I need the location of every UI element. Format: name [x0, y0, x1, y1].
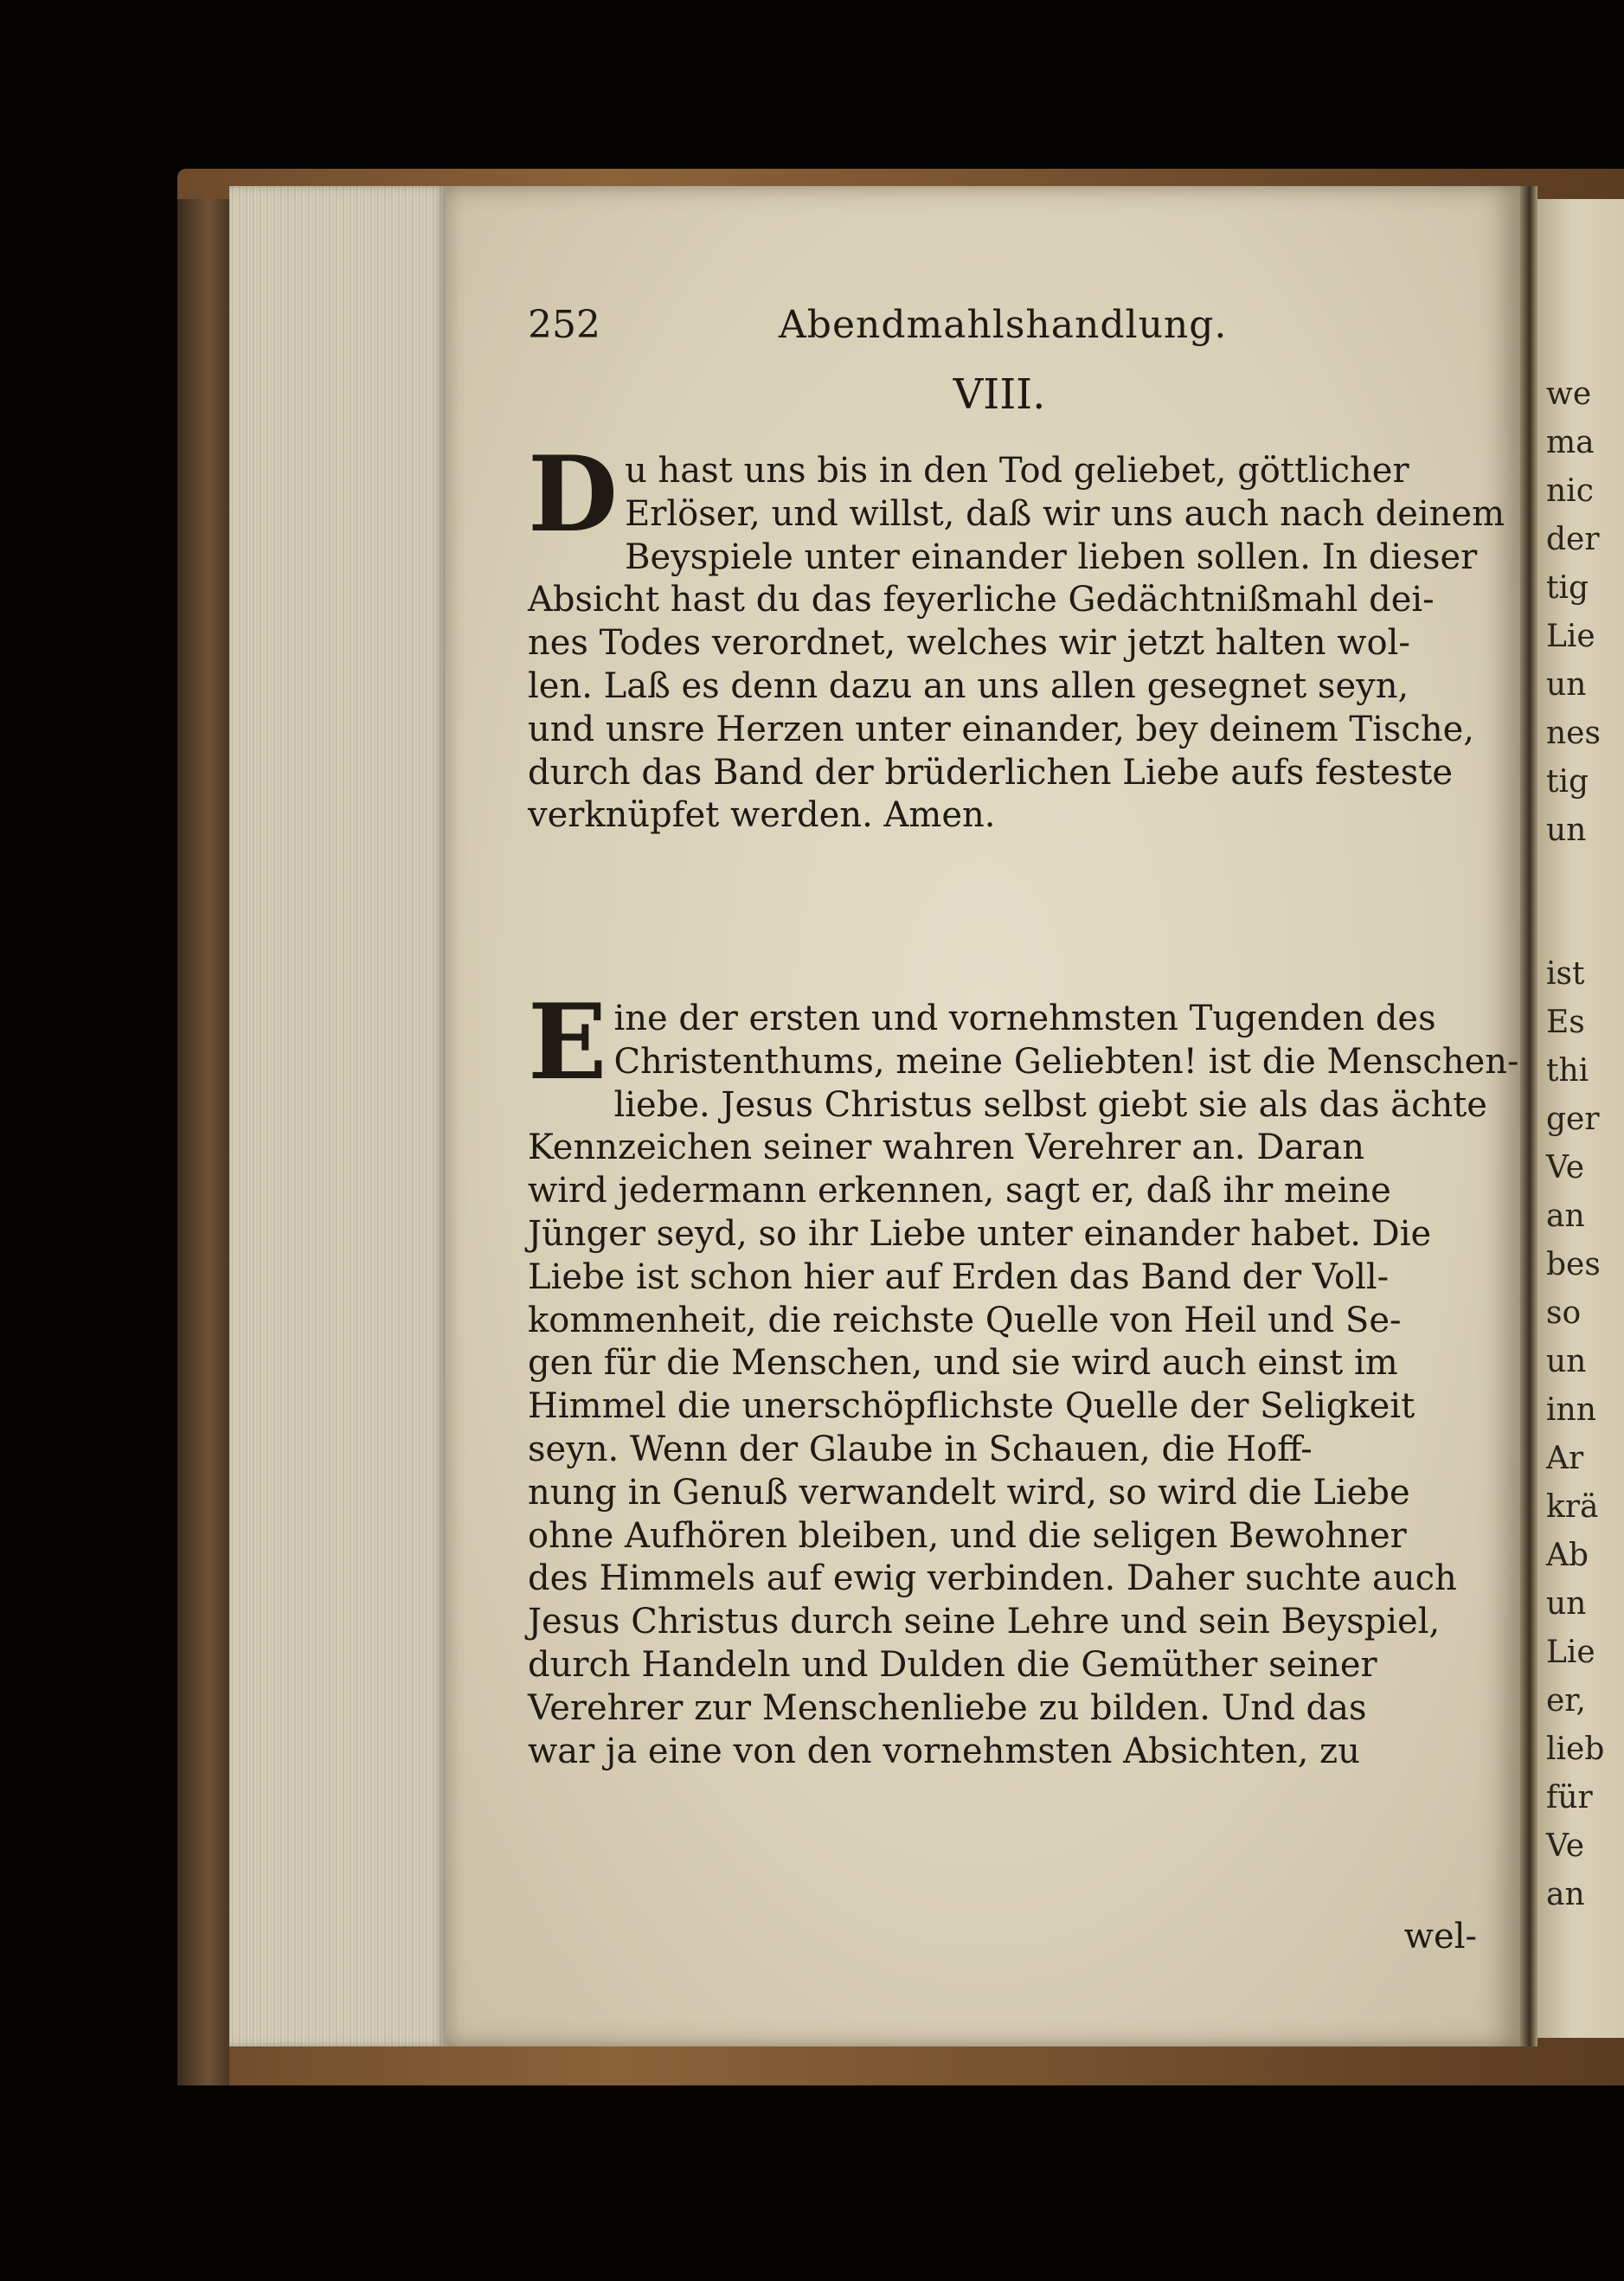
text-line: Kennzeichen seiner wahren Verehrer an. Daran: [528, 1128, 1364, 1168]
text-line: war ja eine von den vornehmsten Absichten, zu: [528, 1731, 1360, 1771]
facing-line: so: [1546, 1295, 1582, 1331]
text-line: und unsre Herzen unter einander, bey deinem Tische,: [528, 709, 1474, 749]
sermon-dropcap: E: [528, 981, 607, 1103]
text-line: Christenthums, meine Geliebten! ist die Menschen-: [613, 1041, 1519, 1082]
book-gutter: [1520, 186, 1537, 2046]
text-line: wird jedermann erkennen, sagt er, daß ihr meine: [528, 1171, 1391, 1211]
text-line: des Himmels auf ewig verbinden. Daher suchte auch: [528, 1558, 1457, 1599]
text-line: verknüpfet werden. Amen.: [528, 795, 996, 836]
facing-line: Ar: [1546, 1441, 1584, 1476]
facing-line: tig: [1546, 764, 1589, 800]
text-line: ine der ersten und vornehmsten Tugenden des: [613, 999, 1436, 1038]
facing-line: bes: [1546, 1247, 1601, 1282]
running-head: Abendmahlshandlung.: [779, 303, 1228, 347]
facing-line: nes: [1546, 716, 1601, 751]
text-line: nung in Genuß verwandelt wird, so wird die Liebe: [528, 1472, 1410, 1513]
facing-line: inn: [1546, 1392, 1596, 1428]
text-line: Verehrer zur Menschenliebe zu bilden. Und das: [528, 1687, 1367, 1728]
facing-line: Ab: [1546, 1538, 1589, 1573]
facing-page: [1537, 199, 1624, 2038]
catchword: wel-: [1403, 1917, 1477, 1957]
text-line: durch Handeln und Dulden die Gemüther seiner: [528, 1644, 1377, 1685]
facing-line: an: [1546, 1877, 1585, 1912]
facing-line: un: [1546, 1344, 1587, 1379]
prayer-paragraph: [528, 434, 1505, 838]
facing-line: un: [1546, 1586, 1587, 1622]
facing-line: un: [1546, 667, 1587, 703]
text-line: Beyspiele unter einander lieben sollen. In dieser: [625, 537, 1478, 577]
text-line: u hast uns bis in den Tod geliebet, göttlicher: [625, 451, 1409, 491]
facing-line: ger: [1546, 1102, 1600, 1137]
text-line: Absicht hast du das feyerliche Gedächtnißmahl dei-: [528, 580, 1435, 620]
facing-line: er,: [1546, 1683, 1587, 1719]
facing-line: krä: [1546, 1489, 1599, 1525]
facing-line: Ve: [1546, 1150, 1584, 1185]
facing-line: Lie: [1546, 619, 1595, 654]
text-line: Jünger seyd, so ihr Liebe unter einander habet. Die: [528, 1213, 1432, 1254]
book-spine: [177, 199, 229, 2085]
text-line: Liebe ist schon hier auf Erden das Band der Voll-: [528, 1256, 1390, 1297]
text-line: Jesus Christus durch seine Lehre und sein Beyspiel,: [528, 1602, 1441, 1642]
text-line: len. Laß es denn dazu an uns allen gesegnet seyn,: [528, 665, 1409, 706]
page-edges: [229, 186, 446, 2046]
prayer-dropcap: D: [528, 434, 619, 556]
text-line: kommenheit, die reichste Quelle von Heil und Se-: [528, 1300, 1402, 1340]
facing-line: für: [1546, 1780, 1593, 1815]
page-number: 252: [528, 303, 600, 347]
section-numeral: VIII.: [953, 370, 1046, 419]
facing-line: Ve: [1546, 1828, 1584, 1864]
facing-line: der: [1546, 522, 1600, 557]
text-line: nes Todes verordnet, welches wir jetzt halten wol-: [528, 623, 1410, 664]
facing-line: we: [1546, 376, 1592, 412]
text-line: Erlöser, und willst, daß wir uns auch nach deinem: [625, 493, 1505, 534]
facing-line: ma: [1546, 425, 1595, 460]
text-line: ohne Aufhören bleiben, und die seligen Bewohner: [528, 1515, 1407, 1556]
text-line: liebe. Jesus Christus selbst giebt sie als das ächte: [613, 1084, 1487, 1125]
text-line: seyn. Wenn der Glaube in Schauen, die Hoff-: [528, 1429, 1313, 1469]
facing-line: an: [1546, 1198, 1585, 1234]
text-line: gen für die Menschen, und sie wird auch einst im: [528, 1343, 1398, 1384]
facing-line: Es: [1546, 1005, 1585, 1040]
text-line: Himmel die unerschöpflichste Quelle der Seligkeit: [528, 1386, 1415, 1427]
facing-line: thi: [1546, 1053, 1589, 1089]
text-line: durch das Band der brüderlichen Liebe aufs festeste: [528, 752, 1453, 793]
facing-line: Lie: [1546, 1635, 1595, 1670]
facing-line: lieb: [1546, 1732, 1605, 1767]
facing-line: ist: [1546, 956, 1585, 992]
sermon-paragraph: [528, 981, 1519, 1773]
facing-line: nic: [1546, 473, 1594, 509]
facing-line: un: [1546, 813, 1587, 848]
facing-line: tig: [1546, 570, 1589, 606]
page-header: [528, 303, 1471, 355]
